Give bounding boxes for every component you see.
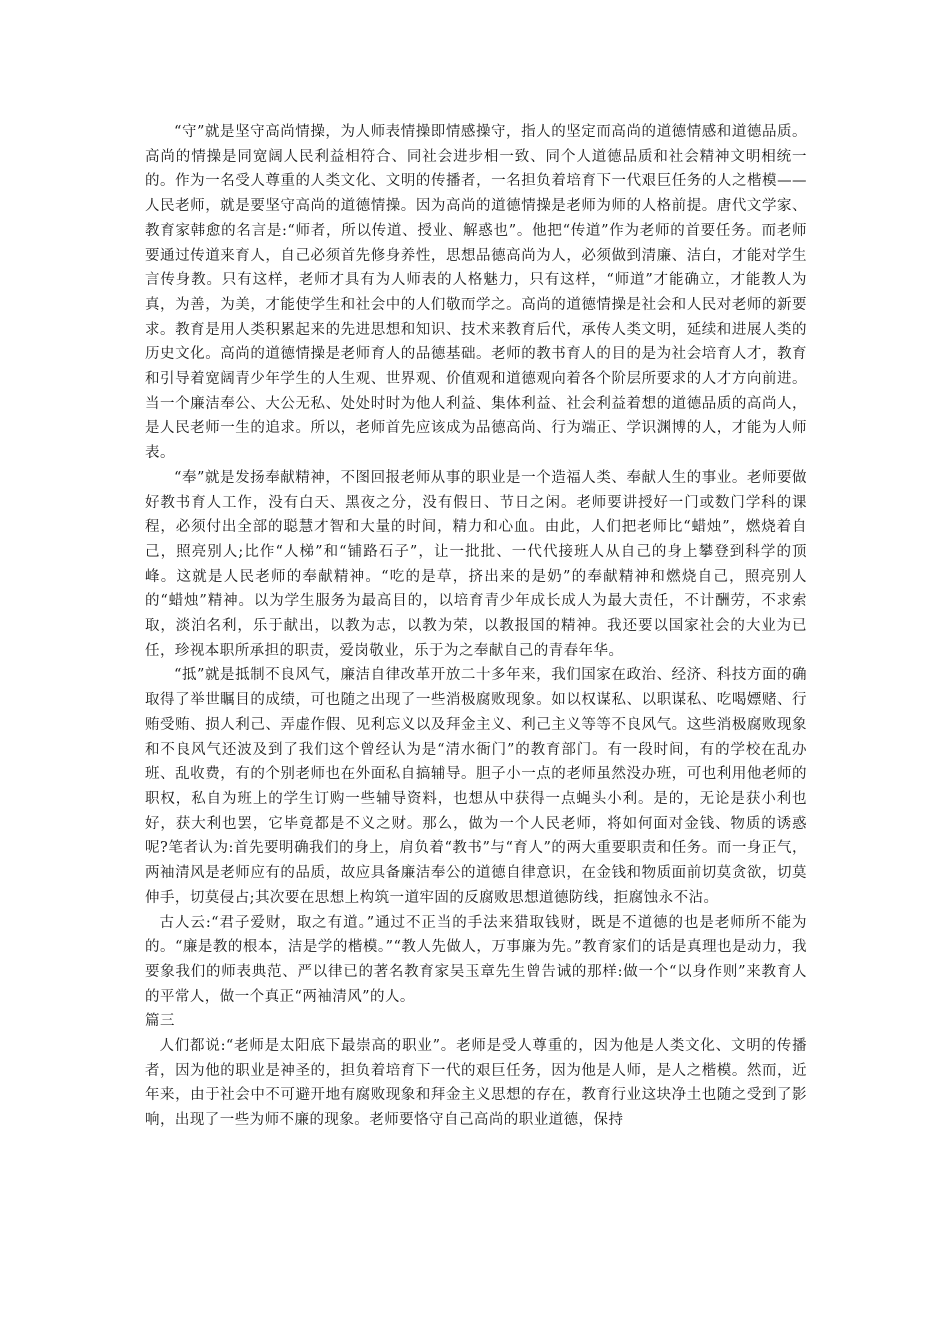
paragraph-di: “抵”就是抵制不良风气，廉洁自律改革开放二十多年来，我们国家在政治、经济、科技方面的确取得了举世瞩目的成绩，可也随之出现了一些消极腐败现象。如以权谋私、以职谋私、吃喝嫖赌、行贿受贿、损人利己、弄虚作假、见利忘义以及拜金主义、利己主义等等不良风气。这些消极腐败现象和不良风气还波及到了我们这个曾经认为是“清水衙门”的教育部门。有一段时间，有的学校在乱办班、乱收费，有的个别老师也在外面私自搞辅导。胆子小一点的老师虽然没办班，可也利用他老师的职权，私自为班上的学生订购一些辅导资料，也想从中获得一点蝇头小利。是的，无论是获小利也好，获大利也罢，它毕竟都是不义之财。那么，做为一个人民老师，将如何面对金钱、物质的诱惑呢?笔者认为:首先要明确我们的身上，肩负着“教书”与“育人”的两大重要职责和任务。而一身正气，两袖清风是老师应有的品质，故应具备廉洁奉公的道德自律意识，在金钱和物质面前切莫贪欲，切莫伸手，切莫侵占;其次要在思想上构筑一道牢固的反腐败思想道德防线，拒腐蚀永不沾。 [145, 667, 807, 906]
document-page [145, 120, 807, 1133]
paragraph-final: 人们都说:“老师是太阳底下最崇高的职业”。老师是受人尊重的，因为他是人类文化、文明的传播者，因为他的职业是神圣的，担负着培育下一代的艰巨任务，因为他是人师，是人之楷模。然而，近年来，由于社会中不可避开地有腐败现象和拜金主义思想的存在，教育行业这块净土也随之受到了影响，出现了一些为师不廉的现象。老师要恪守自己高尚的职业道德，保持 [145, 1038, 807, 1129]
paragraph-shou: “守”就是坚守高尚情操，为人师表情操即情感操守，指人的坚定而高尚的道德情感和道德品质。高尚的情操是同宽阔人民利益相符合、同社会进步相一致、同个人道德品质和社会精神文明相统一的。作为一名受人尊重的人类文化、文明的传播者，一名担负着培育下一代艰巨任务的人之楷模——人民老师，就是要坚守高尚的道德情操。因为高尚的道德情操是老师为师的人格前提。唐代文学家、教育家韩愈的名言是:“师者，所以传道、授业、解惑也”。他把“传道”作为老师的首要任务。而老师要通过传道来育人，自己必须首先修身养性，思想品德高尚为人，必须做到清廉、洁白，才能对学生言传身教。只有这样，老师才具有为人师表的人格魅力，只有这样，“师道”才能确立，才能教人为真，为善，为美，才能使学生和社会中的人们敬而学之。高尚的道德情操是社会和人民对老师的新要求。教育是用人类积累起来的先进思想和知识、技术来教育后代，承传人类文明，延续和进展人类的历史文化。高尚的道德情操是老师育人的品德基础。老师的教书育人的目的是为社会培育人才，教育和引导着宽阔青少年学生的人生观、世界观、价值观和道德观向着各个阶层所要求的人才方向前进。当一个廉洁奉公、大公无私、处处时时为他人利益、集体利益、社会利益着想的道德品质的高尚人，是人民老师一生的追求。所以，老师首先应该成为品德高尚、行为端正、学识渊博的人，才能为人师表。 [145, 124, 807, 462]
paragraph-ancient-saying: 古人云:“君子爱财，取之有道。”通过不正当的手法来猎取钱财，既是不道德的也是老师所不能为的。“廉是教的根本，洁是学的楷模。”“教人先做人，万事廉为先。”教育家们的话是真理也是动力，我要象我们的师表典范、严以律已的著名教育家吴玉章先生曾告诫的那样:做一个“以身作则”来教育人的平常人，做一个真正“两袖清风”的人。 [145, 914, 807, 1005]
paragraph-feng: “奉”就是发扬奉献精神，不图回报老师从事的职业是一个造福人类、奉献人生的事业。老师要做好教书育人工作，没有白天、黑夜之分，没有假日、节日之闲。老师要讲授好一门或数门学科的课程，必须付出全部的聪慧才智和大量的时间，精力和心血。由此，人们把老师比“蜡烛”，燃烧着自己，照亮别人;比作“人梯”和“铺路石子”，让一批批、一代代接班人从自己的身上攀登到科学的顶峰。这就是人民老师的奉献精神。“吃的是草，挤出来的是奶”的奉献精神和燃烧自己，照亮别人的“蜡烛”精神。以为学生服务为最高目的，以培育青少年成长成人为最大责任，不计酬劳，不求索取，淡泊名利，乐于献出，以教为志，以教为荣，以教报国的精神。我还要以国家社会的大业为已任，珍视本职所承担的职责，爱岗敬业，乐于为之奉献自己的青春年华。 [145, 469, 807, 659]
section-title: 篇三 [145, 1013, 175, 1030]
